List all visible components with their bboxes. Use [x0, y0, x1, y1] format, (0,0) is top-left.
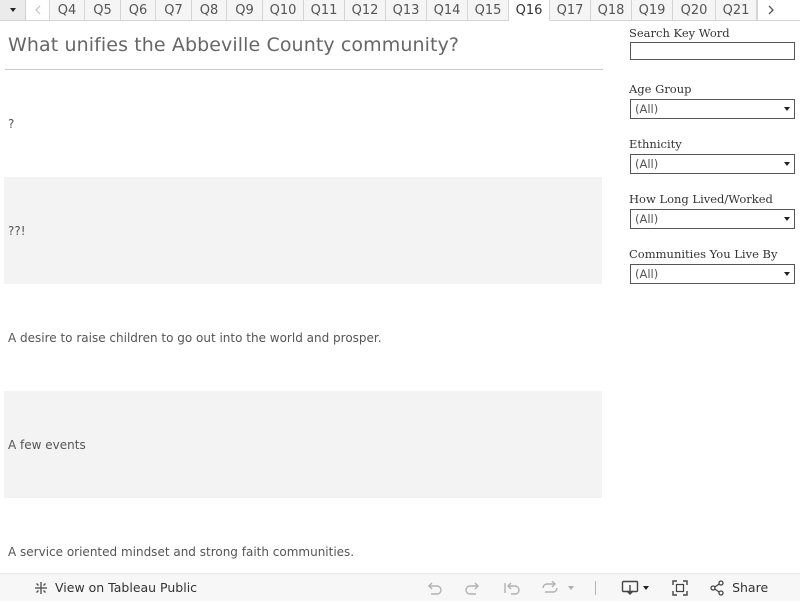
undo-icon [425, 581, 443, 595]
page-title: What unifies the Abbeville County community? [8, 34, 460, 56]
tab-menu-button[interactable] [0, 0, 26, 20]
share-icon [709, 580, 725, 596]
caret-down-icon [784, 272, 790, 276]
tab-q17[interactable]: Q17 [550, 0, 591, 20]
tab-q8[interactable]: Q8 [192, 0, 227, 20]
tableau-logo-icon [33, 580, 49, 596]
view-on-tableau-label: View on Tableau Public [55, 580, 198, 595]
communities-label: Communities You Live By [629, 247, 778, 261]
tab-q15[interactable]: Q15 [468, 0, 509, 20]
list-item [4, 284, 602, 391]
bottom-toolbar [0, 573, 800, 601]
communities-select[interactable] [630, 264, 795, 284]
fullscreen-button[interactable] [672, 580, 688, 596]
caret-down-icon [643, 586, 649, 590]
refresh-button[interactable] [540, 581, 560, 595]
redo-icon [464, 581, 482, 595]
chevron-right-icon [767, 5, 775, 15]
sheet-tab-bar [0, 0, 800, 21]
tab-q5[interactable]: Q5 [85, 0, 121, 20]
tab-q9[interactable]: Q9 [227, 0, 263, 20]
refresh-icon [540, 581, 560, 595]
tab-q13[interactable]: Q13 [386, 0, 427, 20]
ethnicity-label: Ethnicity [629, 137, 682, 151]
share-label: Share [732, 580, 769, 595]
how-long-value: (All) [635, 212, 659, 226]
caret-down-icon [568, 586, 574, 590]
how-long-select[interactable] [630, 209, 795, 229]
age-group-select[interactable] [630, 99, 795, 119]
ethnicity-value: (All) [635, 157, 659, 171]
tab-q12[interactable]: Q12 [345, 0, 386, 20]
tab-q7[interactable]: Q7 [156, 0, 192, 20]
answer-text: ??! [8, 223, 26, 238]
tab-q4[interactable]: Q4 [50, 0, 85, 20]
list-item [4, 177, 602, 284]
tab-q16[interactable]: Q16 [509, 0, 550, 21]
toolbar-divider [595, 581, 596, 595]
tab-q18[interactable]: Q18 [591, 0, 632, 20]
redo-button[interactable] [464, 581, 482, 595]
download-button[interactable] [621, 580, 649, 596]
answer-text: A few events [8, 437, 86, 452]
caret-down-icon [10, 8, 16, 12]
tab-q21[interactable]: Q21 [716, 0, 757, 20]
communities-value: (All) [635, 267, 659, 281]
tab-scroll-right-button[interactable] [757, 0, 783, 20]
share-button[interactable] [709, 580, 768, 596]
filter-panel [629, 26, 795, 302]
caret-down-icon [784, 162, 790, 166]
age-group-value: (All) [635, 102, 659, 116]
ethnicity-select[interactable] [630, 154, 795, 174]
tab-q20[interactable]: Q20 [673, 0, 716, 20]
tab-q14[interactable]: Q14 [427, 0, 468, 20]
tab-q6[interactable]: Q6 [121, 0, 156, 20]
answer-text: A desire to raise children to go out into the world and prosper. [8, 330, 382, 345]
chevron-left-icon [34, 5, 42, 15]
fullscreen-icon [672, 580, 688, 596]
how-long-label: How Long Lived/Worked [629, 192, 773, 206]
age-group-label: Age Group [629, 82, 692, 96]
answer-text: ? [8, 116, 15, 131]
list-item [4, 70, 602, 177]
revert-button[interactable] [503, 581, 521, 595]
tab-scroll-left-button[interactable] [26, 0, 50, 20]
view-on-tableau-link[interactable] [33, 580, 197, 596]
tab-q11[interactable]: Q11 [304, 0, 345, 20]
answer-text: A service oriented mindset and strong faith communities. [8, 544, 355, 559]
download-icon [621, 580, 639, 596]
search-input[interactable] [630, 42, 795, 60]
caret-down-icon [784, 107, 790, 111]
refresh-dropdown-button[interactable] [568, 586, 574, 590]
tab-q10[interactable]: Q10 [263, 0, 304, 20]
caret-down-icon [784, 217, 790, 221]
tab-q19[interactable]: Q19 [632, 0, 673, 20]
list-item [4, 391, 602, 498]
answers-list [4, 70, 602, 605]
search-label: Search Key Word [629, 26, 730, 40]
revert-icon [503, 581, 521, 595]
undo-button[interactable] [425, 581, 443, 595]
